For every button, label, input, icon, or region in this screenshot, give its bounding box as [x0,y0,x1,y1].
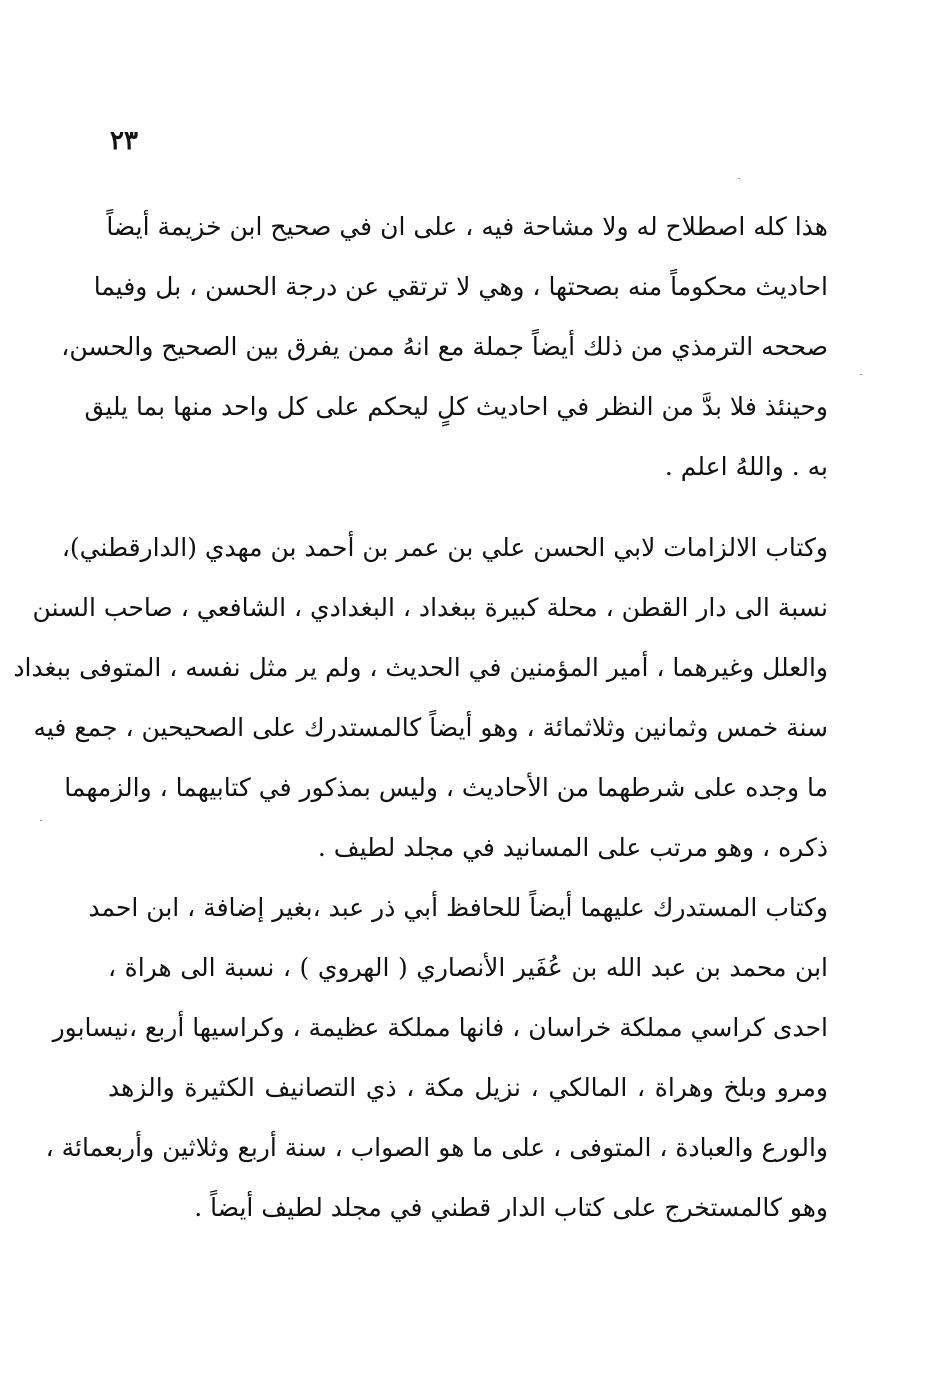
text-line: وكتاب المستدرك عليهما أيضاً للحافظ أبي ذر عبد ،بغير إضافة ، ابن احمد [88,893,828,922]
text-line: ابن محمد بن عبد الله بن عُفَير الأنصاري ( الهروي ) ، نسبة الى هراة ، [108,953,828,982]
text-line: وحينئذ فلا بدَّ من النظر في احاديث كلٍ ليحكم على كل واحد منها بما يليق [84,392,828,421]
text-line: احاديث محكوماً منه بصحتها ، وهي لا ترتقي عن درجة الحسن ، بل وفيما [93,272,828,301]
text-line: به . واللهُ اعلم . [664,452,828,481]
scan-speck [738,178,740,179]
scan-speck [860,374,862,375]
text-line: احدى كراسي مملكة خراسان ، فانها مملكة عظيمة ، وكراسيها أربع ،نيسابور [52,1013,828,1042]
page-number: ٢٣ [110,126,138,156]
text-line: وكتاب الالزامات لابي الحسن علي بن عمر بن أحمد بن مهدي (الدارقطني)، [61,533,828,562]
paragraph-1 [61,197,828,497]
paragraph-3 [45,878,828,1238]
text-line: هذا كله اصطلاح له ولا مشاحة فيه ، على ان في صحيح ابن خزيمة أيضاً [106,212,828,241]
text-line: والورع والعبادة ، المتوفى ، على ما هو الصواب ، سنة أربع وثلاثين وأربعمائة ، [45,1133,828,1162]
text-line: ومرو وبلخ وهراة ، المالكي ، نزيل مكة ، ذي التصانيف الكثيرة والزهد [108,1073,828,1102]
text-line: وهو كالمستخرج على كتاب الدار قطني في مجلد لطيف أيضاً . [194,1193,828,1222]
text-line: صححه الترمذي من ذلك أيضاً جملة مع انهُ ممن يفرق بين الصحيح والحسن، [61,332,828,361]
text-line: نسبة الى دار القطن ، محلة كبيرة ببغداد ، البغدادي ، الشافعي ، صاحب السنن [32,593,828,622]
text-line: سنة خمس وثمانين وثلاثمائة ، وهو أيضاً كالمستدرك على الصحيحين ، جمع فيه [33,713,828,742]
text-line: ذكره ، وهو مرتب على المسانيد في مجلد لطيف . [317,833,828,862]
paragraph-2 [13,518,828,878]
text-line: ما وجده على شرطهما من الأحاديث ، وليس بمذكور في كتابيهما ، والزمهما [64,773,828,802]
scan-speck [40,820,42,821]
text-line: والعلل وغيرهما ، أمير المؤمنين في الحديث ، ولم ير مثل نفسه ، المتوفى ببغداد [13,653,828,682]
